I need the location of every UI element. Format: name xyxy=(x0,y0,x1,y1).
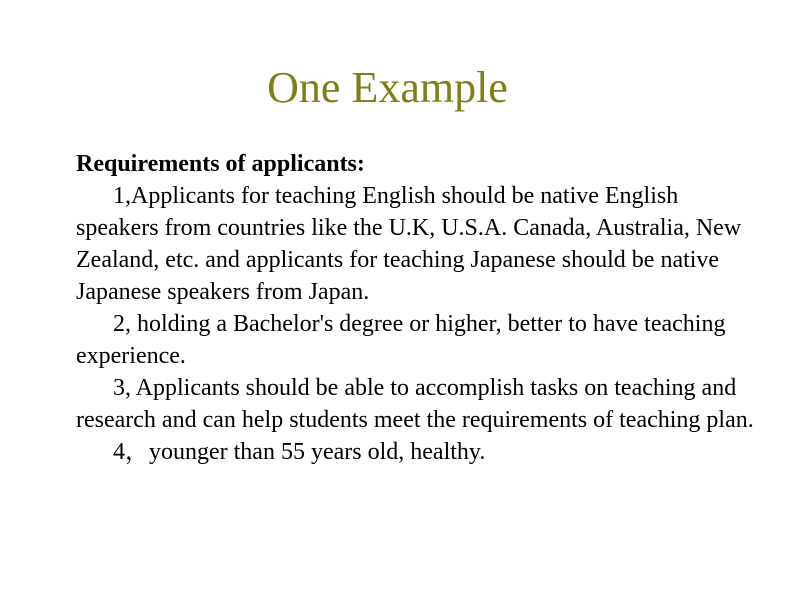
requirement-item-3: 3, Applicants should be able to accomplish tasks on teaching and research and can help students meet the requirements of teaching plan. xyxy=(76,375,754,433)
requirement-item-2: 2, holding a Bachelor's degree or higher, better to have teaching experience. xyxy=(76,311,726,369)
requirement-item-1: 1,Applicants for teaching English should be native English speakers from countries like the U.K, U.S.A. Canada, Australia, New Zealand, etc. and applicants for teaching Japanese should be native Japanese speakers from Japan. xyxy=(76,183,742,305)
slide-body xyxy=(76,148,766,468)
requirements-heading: Requirements of applicants: xyxy=(76,151,365,177)
slide-title: One Example xyxy=(267,63,508,112)
requirement-item-4: 4，younger than 55 years old, healthy. xyxy=(113,439,486,465)
